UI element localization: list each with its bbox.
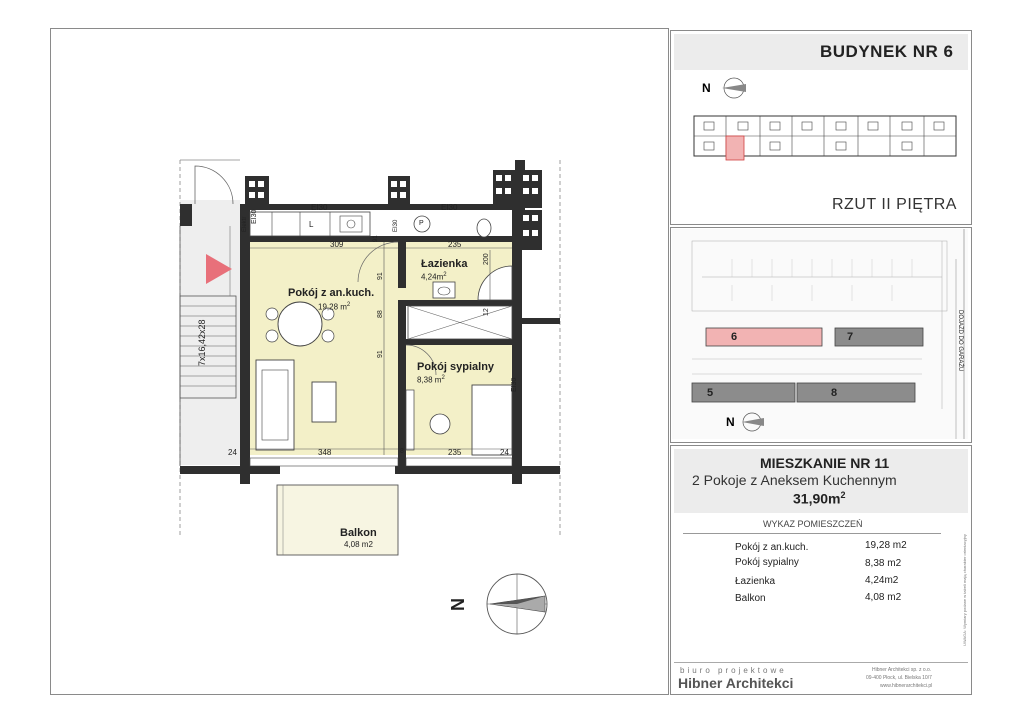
fire-rating-label: EI30	[251, 209, 258, 224]
dimension-label: 309	[330, 240, 344, 249]
bedroom-area-sup: 2	[441, 375, 445, 381]
bathroom-area	[421, 272, 447, 282]
bathroom-area-sup: 2	[443, 272, 447, 278]
living-room-area	[318, 302, 350, 312]
dimension-label: 91	[377, 272, 384, 280]
living-room-area-sup: 2	[346, 302, 351, 308]
fire-rating-label: EI30	[441, 203, 458, 212]
north-label-small: N	[702, 81, 711, 95]
room-row-area: 8,38 m2	[865, 558, 902, 569]
site-building-7-label: 7	[847, 331, 854, 343]
north-compass-large	[487, 574, 547, 634]
dimension-label: 24	[228, 448, 237, 457]
living-room-area-value: 19,28 m	[318, 302, 347, 312]
company-name: Hibner Architekci	[678, 675, 794, 691]
site-building-8	[797, 383, 915, 402]
rooms-table-divider	[683, 533, 941, 534]
street-label: DOJAZD DO GARAŻU	[957, 310, 963, 372]
dimension-label: 88	[377, 310, 384, 318]
dimension-label: 91	[373, 235, 379, 242]
company-address-1: Hibner Architekci sp. z o.o.	[872, 667, 932, 673]
site-building-6	[706, 328, 822, 346]
apartment-area-value: 31,90m	[793, 490, 841, 507]
building-title: BUDYNEK NR 6	[820, 42, 954, 61]
stairs-label: 7x16,42x28	[197, 319, 207, 366]
room-row-name: Balkon	[735, 593, 766, 604]
company-address-3: www.hibnerarchitekci.pl	[880, 683, 933, 689]
site-building-8-label: 8	[831, 387, 838, 399]
room-row-name: Łazienka	[735, 576, 776, 587]
building-key-plan	[674, 70, 968, 190]
fixture-label-l: L	[309, 220, 314, 229]
rooms-table-heading: WYKAZ POMIESZCZEŃ	[763, 519, 863, 529]
site-building-6-label: 6	[731, 331, 738, 343]
footer-divider	[674, 662, 968, 663]
dimension-label: 8	[400, 448, 404, 455]
balcony-name: Balkon	[340, 527, 377, 539]
company-tagline: biuro projektowe	[680, 666, 787, 675]
living-room-name: Pokój z an.kuch.	[288, 287, 375, 299]
room-row-area: 4,08 m2	[865, 592, 902, 603]
corridor-area	[180, 200, 240, 465]
dimension-label: 91	[377, 350, 384, 358]
bathroom-name: Łazienka	[421, 258, 468, 270]
bedroom-name: Pokój sypialny	[417, 361, 495, 373]
apartment-title: MIESZKANIE NR 11	[760, 455, 890, 471]
company-address-2: 09-400 Płock, ul. Bielska 10/7	[866, 675, 932, 681]
room-row-name: Pokój sypialny	[735, 557, 799, 568]
site-building-5-label: 5	[707, 387, 714, 399]
bathroom-area-value: 4,24m	[421, 272, 444, 282]
apartment-subtitle: 2 Pokoje z Aneksem Kuchennym	[692, 472, 897, 488]
dimension-label: 24	[500, 448, 509, 457]
site-plan	[672, 229, 968, 439]
fire-rating-label: EI30	[393, 219, 399, 232]
bedroom-area-value: 8,38 m	[417, 375, 442, 385]
floor-plan-drawing	[50, 28, 667, 693]
fixture-label-p: P	[419, 220, 424, 227]
balcony-fill	[277, 485, 398, 555]
dimension-label: 348	[318, 448, 332, 457]
room-row-name: Pokój z an.kuch.	[735, 542, 809, 553]
room-row-area: 19,28 m2	[865, 540, 907, 551]
electrical-box-label: Elektr	[242, 216, 248, 232]
balcony-area: 4,08 m2	[344, 540, 373, 549]
fire-rating-label: EI30	[511, 377, 518, 392]
table-side-note: UWAGA: Wymiary podane w tabeli mają charakter orientacyjny	[962, 534, 967, 646]
dimension-label: 235	[448, 448, 462, 457]
apartment-area-sup: 2	[840, 490, 846, 500]
site-north-label: N	[726, 415, 735, 429]
floor-label: RZUT II PIĘTRA	[832, 196, 957, 213]
dimension-label: 200	[483, 253, 490, 265]
fire-rating-label: EI30	[311, 203, 328, 212]
north-label-large: N	[448, 598, 468, 611]
bedroom-area	[417, 375, 445, 385]
apartment-area	[793, 490, 846, 507]
room-row-area: 4,24m2	[865, 575, 899, 586]
dimension-label: 12	[483, 308, 490, 316]
dimension-label: 235	[448, 240, 462, 249]
apartment-highlight	[726, 136, 744, 160]
